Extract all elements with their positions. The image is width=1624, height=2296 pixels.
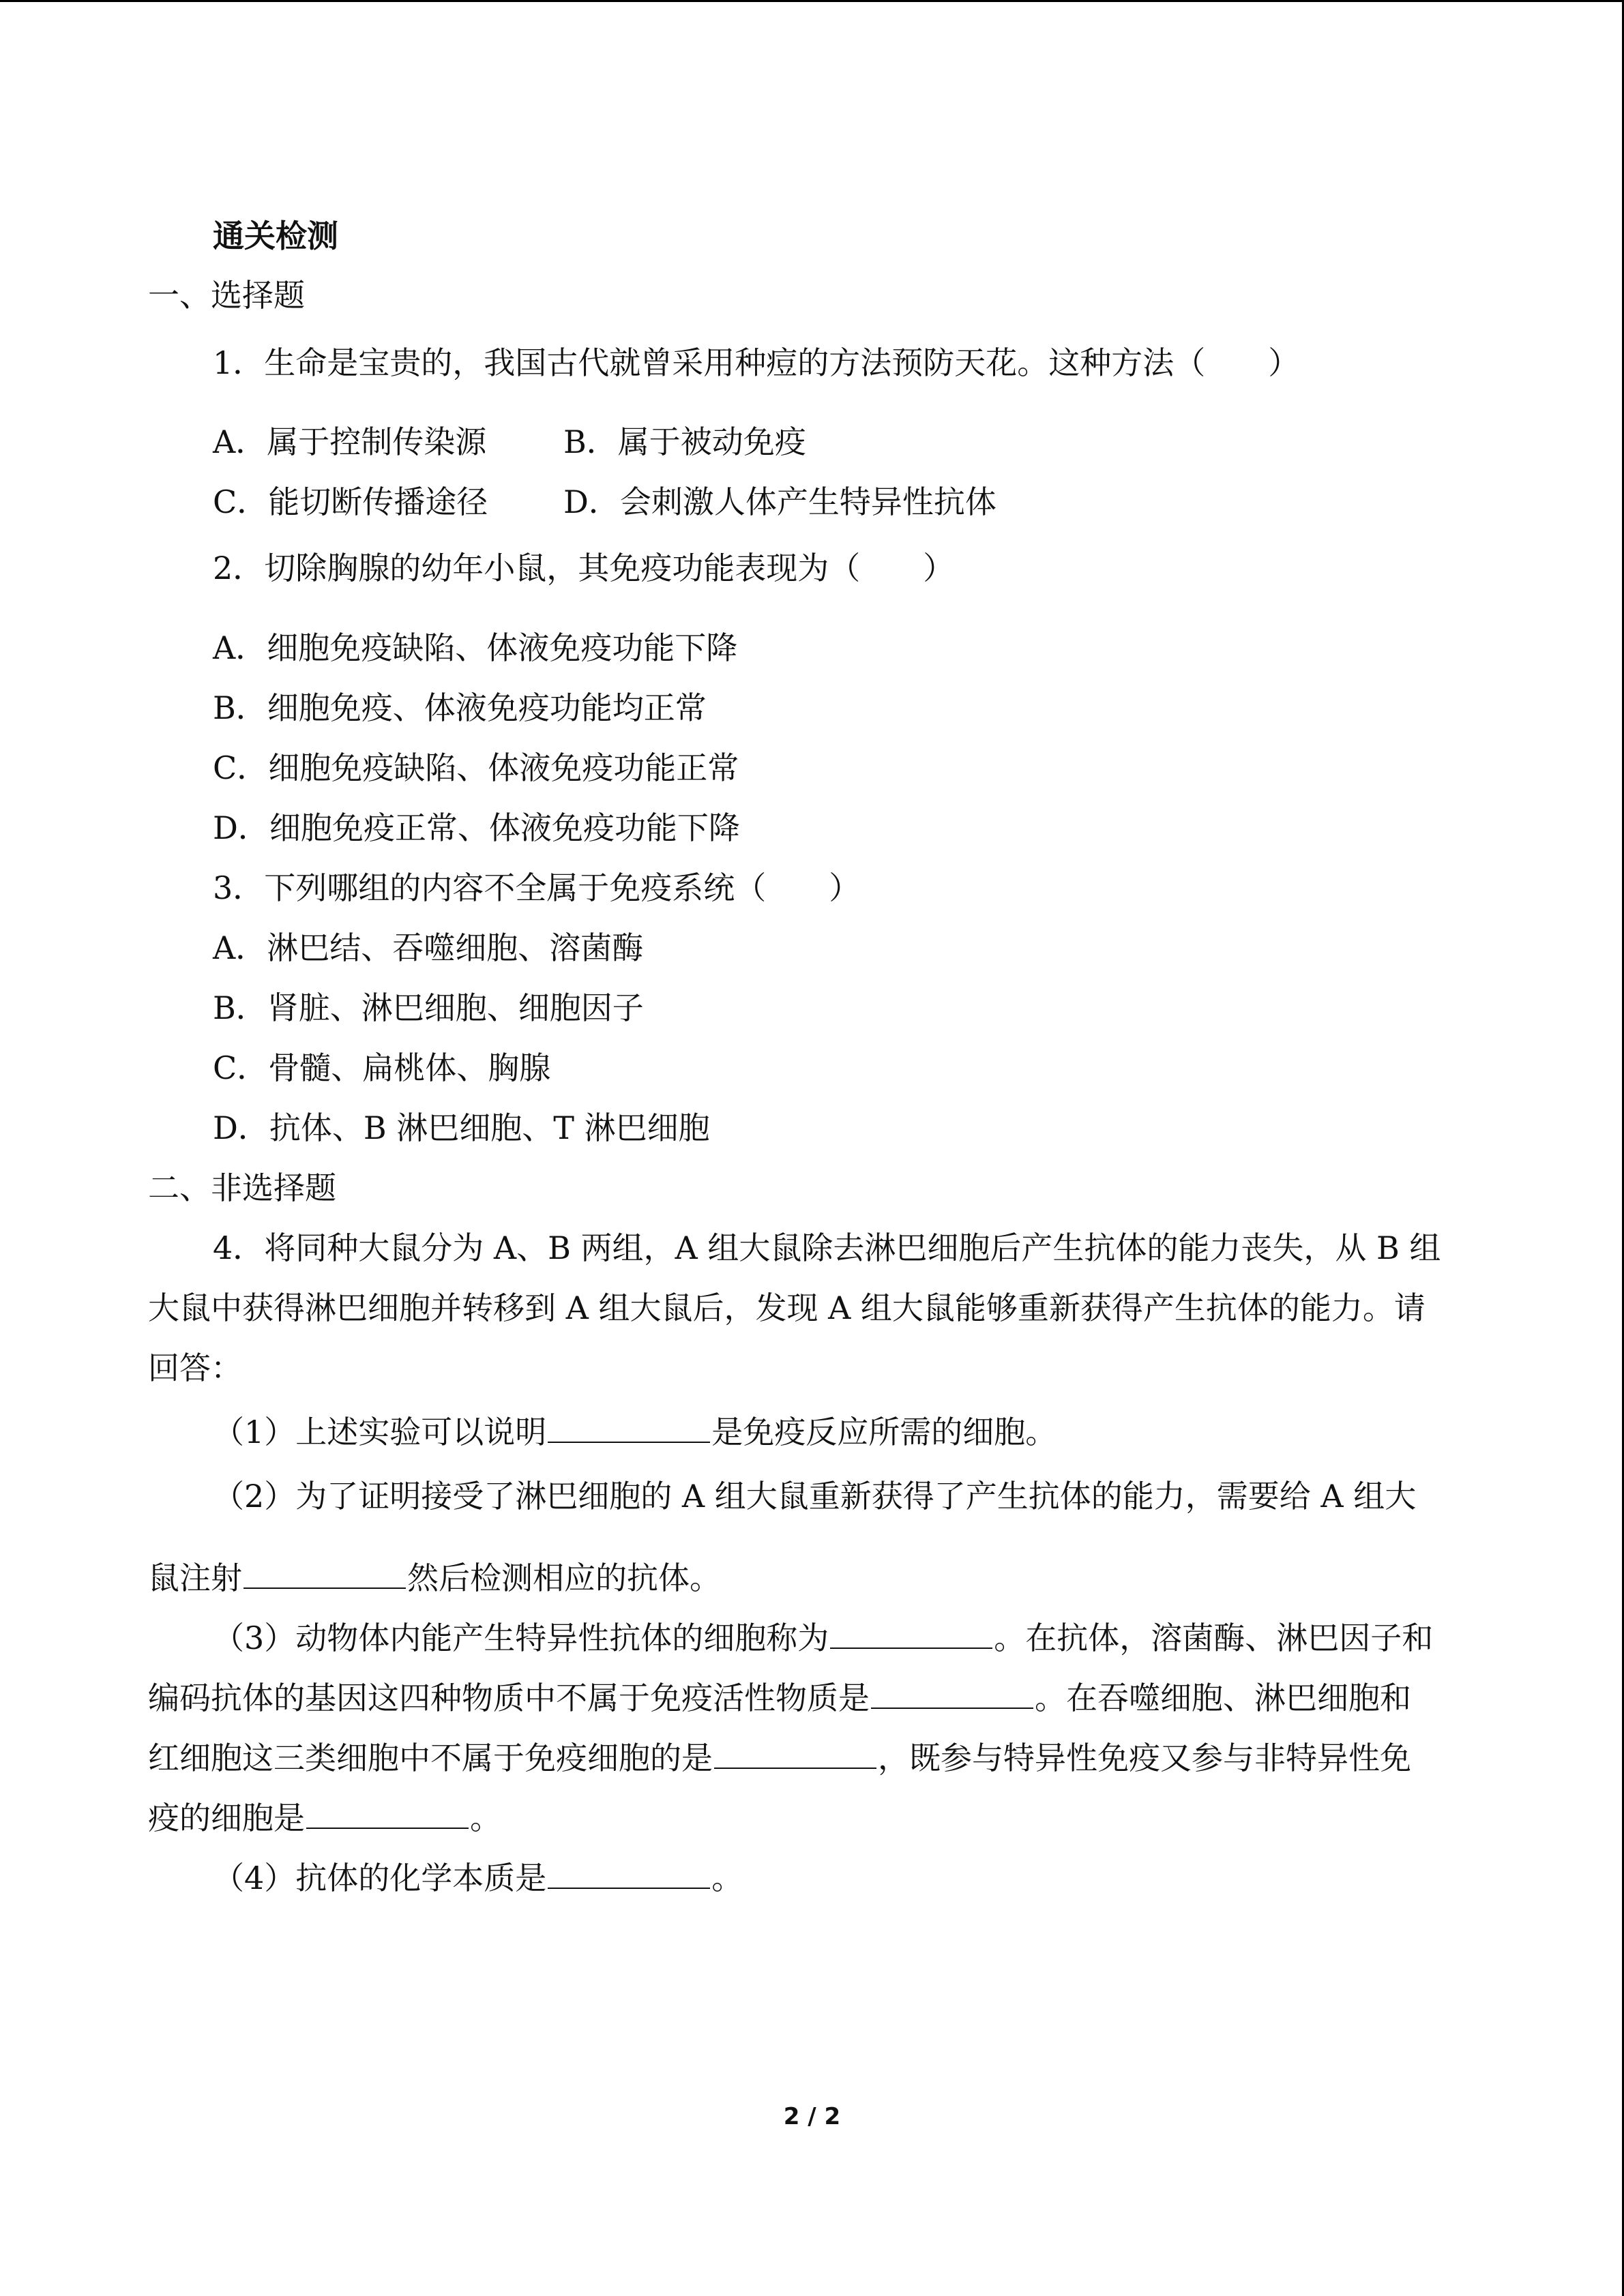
part-3-line-2-before: 编码抗体的基因这四种物质中不属于免疫活性物质是 — [148, 1680, 870, 1716]
question-4-part-3-line-3 — [148, 1736, 1411, 1778]
question-2-option-d: D．细胞免疫正常、体液免疫功能下降 — [213, 809, 740, 846]
answer-blank-1[interactable] — [548, 1410, 710, 1443]
question-4-line-1: 4．将同种大鼠分为 A、B 两组，A 组大鼠除去淋巴细胞后产生抗体的能力丧失，从 B 组 — [213, 1229, 1441, 1266]
question-1-option-d: D．会刺激人体产生特异性抗体 — [563, 483, 996, 520]
part-3-line-1-before: （3）动物体内能产生特异性抗体的细胞称为 — [213, 1620, 829, 1656]
answer-blank-5[interactable] — [714, 1736, 876, 1769]
question-3-option-b: B．肾脏、淋巴细胞、细胞因子 — [213, 989, 644, 1026]
part-4-text-before: （4）抗体的化学本质是 — [213, 1860, 547, 1896]
question-3-option-c: C．骨髓、扁桃体、胸腺 — [213, 1049, 551, 1086]
answer-blank-3[interactable] — [830, 1616, 992, 1649]
part-3-line-4-before: 疫的细胞是 — [148, 1800, 305, 1836]
question-4-part-3-line-1 — [213, 1616, 1433, 1658]
answer-blank-7[interactable] — [548, 1856, 710, 1889]
question-1-option-c: C．能切断传播途径 — [213, 483, 488, 520]
question-4-part-1 — [213, 1410, 1057, 1452]
question-4-part-3-line-4 — [148, 1796, 501, 1838]
question-4-line-3: 回答： — [148, 1350, 242, 1386]
question-2-option-b: B．细胞免疫、体液免疫功能均正常 — [213, 689, 707, 726]
question-3-stem: 3．下列哪组的内容不全属于免疫系统（ ） — [213, 869, 861, 906]
part-2-text-after: 然后检测相应的抗体。 — [407, 1560, 721, 1596]
question-1-option-b: B．属于被动免疫 — [563, 423, 806, 460]
question-4-part-2-line-2 — [148, 1556, 721, 1598]
question-2-stem: 2．切除胸腺的幼年小鼠，其免疫功能表现为（ ） — [213, 550, 955, 586]
page-heading: 通关检测 — [213, 218, 338, 254]
part-3-line-4-after: 。 — [470, 1800, 501, 1836]
section-title-choice: 一、选择题 — [148, 277, 305, 314]
part-1-text-before: （1）上述实验可以说明 — [213, 1414, 547, 1450]
part-3-line-1-after: 。在抗体，溶菌酶、淋巴因子和 — [994, 1620, 1434, 1656]
part-3-line-3-before: 红细胞这三类细胞中不属于免疫细胞的是 — [148, 1740, 713, 1776]
part-2-text-before: 鼠注射 — [148, 1560, 242, 1596]
section-title-nonchoice: 二、非选择题 — [148, 1169, 336, 1206]
question-1-stem: 1．生命是宝贵的，我国古代就曾采用种痘的方法预防天花。这种方法（ ） — [213, 344, 1300, 381]
page-top-border — [0, 0, 1624, 2]
part-1-text-after: 是免疫反应所需的细胞。 — [711, 1414, 1057, 1450]
part-4-text-after: 。 — [711, 1860, 743, 1896]
question-2-option-c: C．细胞免疫缺陷、体液免疫功能正常 — [213, 749, 739, 786]
question-4-part-4 — [213, 1856, 743, 1898]
part-3-line-3-after: ，既参与特异性免疫又参与非特异性免 — [878, 1740, 1411, 1776]
question-4-part-2-line-1: （2）为了证明接受了淋巴细胞的 A 组大鼠重新获得了产生抗体的能力，需要给 A 组大 — [213, 1478, 1417, 1515]
question-1-option-a: A．属于控制传染源 — [213, 423, 487, 460]
question-3-option-d: D．抗体、B 淋巴细胞、T 淋巴细胞 — [213, 1109, 710, 1146]
answer-blank-6[interactable] — [306, 1796, 469, 1829]
question-3-option-a: A．淋巴结、吞噬细胞、溶菌酶 — [213, 929, 644, 966]
question-2-option-a: A．细胞免疫缺陷、体液免疫功能下降 — [213, 629, 738, 666]
part-3-line-2-after: 。在吞噬细胞、淋巴细胞和 — [1035, 1680, 1411, 1716]
question-4-part-3-line-2 — [148, 1676, 1411, 1718]
question-4-line-2: 大鼠中获得淋巴细胞并转移到 A 组大鼠后，发现 A 组大鼠能够重新获得产生抗体的能力。请 — [148, 1289, 1426, 1326]
answer-blank-4[interactable] — [871, 1676, 1033, 1709]
answer-blank-2[interactable] — [243, 1556, 406, 1589]
page-number: 2 / 2 — [783, 2103, 841, 2130]
